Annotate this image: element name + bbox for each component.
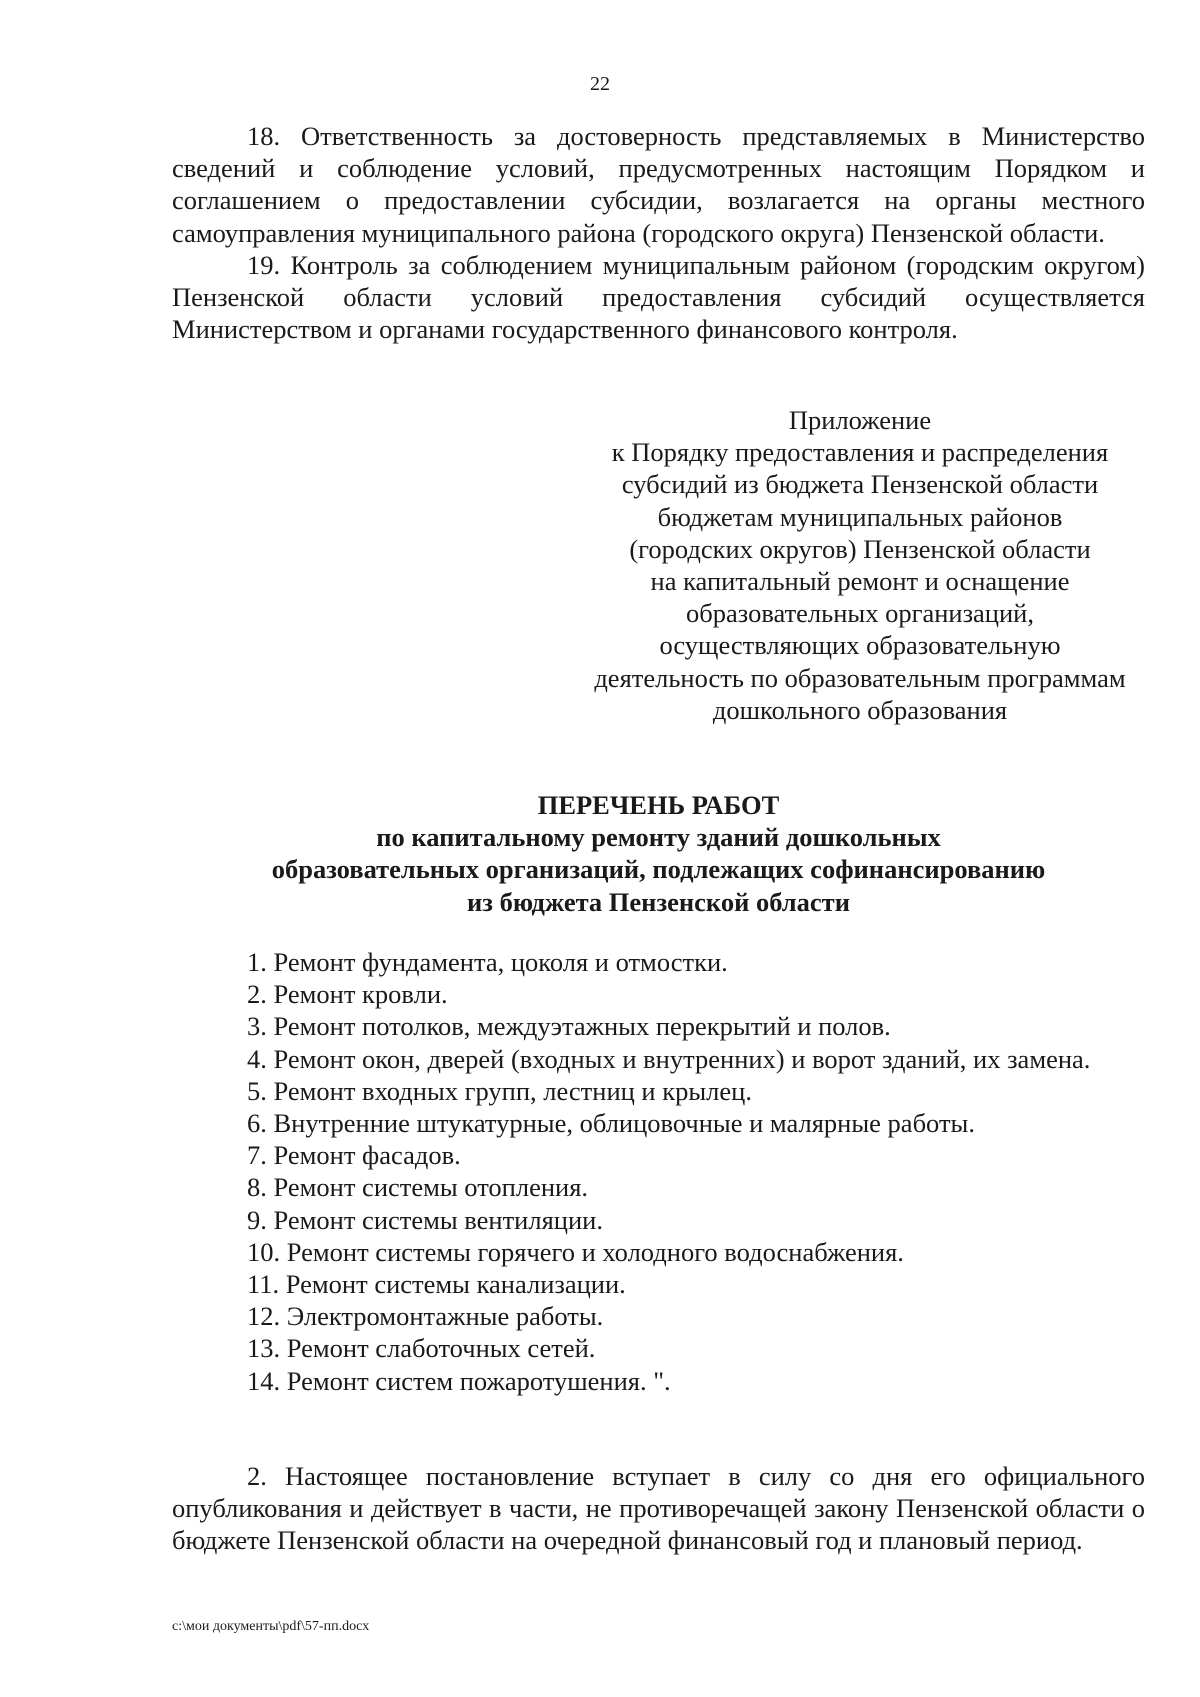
list-item: 2. Ремонт кровли.: [247, 979, 448, 1010]
paragraph-19: 19. Контроль за соблюдением муниципальным районом (городским округом) Пензенской области условий предоставления субсидий осуществляется Министерством и органами государственного финансового контроля.: [172, 249, 1145, 345]
appendix-line: субсидий из бюджета Пензенской области: [621, 469, 1099, 500]
appendix-line: деятельность по образовательным программам: [594, 662, 1126, 693]
list-item: 1. Ремонт фундамента, цоколя и отмостки.: [247, 947, 728, 977]
list-item: 10. Ремонт системы горячего и холодного водоснабжения.: [247, 1236, 904, 1267]
work-list: [172, 946, 1145, 1397]
list-item: 8. Ремонт системы отопления.: [247, 1172, 589, 1203]
appendix-line: к Порядку предоставления и распределения: [611, 437, 1109, 468]
title-line: по капитальному ремонту зданий дошкольных: [376, 822, 941, 853]
file-path-footer: с:\мои документы\pdf\57-пп.docx: [172, 1619, 370, 1634]
list-item: 3. Ремонт потолков, междуэтажных перекрытий и полов.: [247, 1011, 891, 1042]
appendix-line: на капитальный ремонт и оснащение: [650, 566, 1070, 597]
title-line: ПЕРЕЧЕНЬ РАБОТ: [537, 790, 780, 820]
list-item: 9. Ремонт системы вентиляции.: [247, 1204, 603, 1235]
list-item: 5. Ремонт входных групп, лестниц и крылец.: [247, 1075, 752, 1106]
intro-section: [172, 120, 1145, 345]
appendix-line: бюджетам муниципальных районов: [657, 501, 1063, 532]
appendix-line: образовательных организаций,: [686, 598, 1034, 629]
effective-date-paragraph: 2. Настоящее постановление вступает в силу со дня его официального опубликования и действует в части, не противоречащей закону Пензенской области о бюджете Пензенской области на очередной финансовый год и плановый период.: [172, 1461, 1145, 1556]
list-item: 14. Ремонт систем пожаротушения. ".: [247, 1365, 671, 1396]
list-item: 13. Ремонт слаботочных сетей.: [247, 1333, 596, 1364]
list-item: 6. Внутренние штукатурные, облицовочные и малярные работы.: [247, 1108, 975, 1139]
appendix-line: Приложение: [788, 405, 932, 435]
list-item: 7. Ремонт фасадов.: [247, 1140, 461, 1171]
page-number: 22: [590, 73, 610, 95]
list-item: 11. Ремонт системы канализации.: [247, 1269, 626, 1300]
final-section: [172, 1460, 1145, 1557]
list-item: 12. Электромонтажные работы.: [247, 1301, 604, 1332]
list-title: [172, 789, 1145, 918]
list-item: 4. Ремонт окон, дверей (входных и внутренних) и ворот зданий, их замена.: [247, 1043, 1091, 1074]
paragraph-18: 18. Ответственность за достоверность представляемых в Министерство сведений и соблюдение условий, предусмотренных настоящим Порядком и соглашением о предоставлении субсидии, возлагается на органы местного самоуправления муниципального района (городского округа) Пензенской области.: [172, 121, 1145, 248]
title-line: образовательных организаций, подлежащих софинансированию: [271, 854, 1046, 885]
appendix-line: (городских округов) Пензенской области: [629, 533, 1091, 564]
appendix-line: осуществляющих образовательную: [659, 630, 1061, 661]
appendix-heading: [560, 404, 1160, 726]
title-line: из бюджета Пензенской области: [467, 886, 850, 917]
appendix-line: дошкольного образования: [712, 694, 1008, 725]
